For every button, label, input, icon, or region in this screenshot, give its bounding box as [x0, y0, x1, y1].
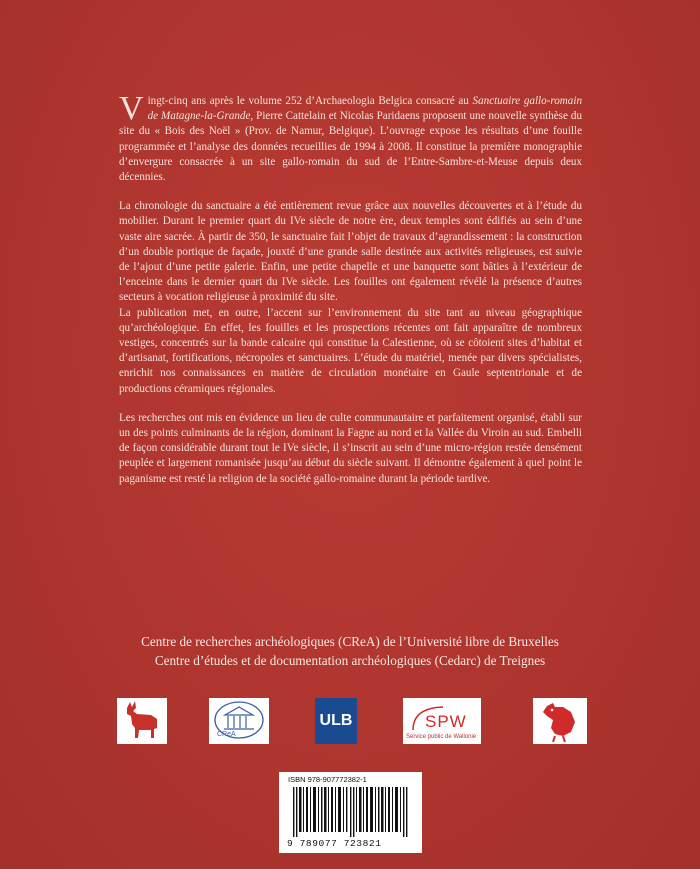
blurb-text [119, 90, 582, 501]
paragraph-4: Les recherches ont mis en évidence un lieu de culte communautaire et parfaitement organisé, établi sur un des points culminants de la région, dominant la Fagne au nord et la Vallée du Viroin au sud. Embelli de façon considérable durant tout le IVe siècle, il s’inscrit au sein d’une micro-région restée densément peuplée et largement romanisée jusqu’au début du siècle suivant. Il démontre également à quel point le paganisme est resté la religion de la société gallo-romaine durant la période tardive. [119, 411, 582, 485]
paragraph-1-start: ingt-cinq ans après le volume 252 d’Archaeologia Belgica consacré au [147, 95, 473, 107]
paragraph-3: La publication met, en outre, l’accent sur l’environnement du site tant au niveau géographique qu’archéologique. En effet, les fouilles et les prospections récentes ont fait apparaître de nombreux vestiges, concentrés sur la bande calcaire qui constitue la Calestienne, où se côtoient sites d’habitat et d’artisanat, fortifications, nécropoles et sanctuaires. L’étude du matériel, menée par divers spécialistes, enrichit nos connaissances en matière de circulation monétaire en Gaule septentrionale et de productions céramiques régionales. [119, 306, 582, 395]
spw-logo-caption: Service public de Wallonie [406, 734, 477, 740]
paragraph-1 [119, 90, 582, 185]
barcode-icon [293, 787, 411, 837]
paragraph-1-title: Sanctuaire gallo-romain de Matagne-la-Grande [147, 95, 582, 123]
spw-logo [403, 698, 481, 744]
credit-line-cedarc: Centre d’études et de documentation archéologiques (Cedarc) de Treignes [154, 653, 546, 668]
deer-icon [117, 698, 167, 744]
logo-strip [117, 698, 587, 744]
rooster-icon [533, 698, 587, 744]
crea-logo [209, 698, 269, 744]
isbn-barcode-box [279, 772, 422, 853]
paragraph-1-rest: , Pierre Cattelain et Nicolas Paridaens proposent une nouvelle synthèse du site du « Bois des Noël » (Prov. de Namur, Belgique). L’ouvrage expose les résultats d’une fouille programmée et l’analyse des données recueillies de 1994 à 2008. Il constitue la première monographie d’envergure consacrée à un site gallo-romain du sud de l’Entre-Sambre-et-Meuse depuis deux décennies. [119, 110, 582, 184]
deer-logo [117, 698, 167, 744]
paragraph-2: La chronologie du sanctuaire a été entièrement revue grâce aux nouvelles découvertes et à l’étude du mobilier. Durant le premier quart du IVe siècle de notre ère, deux temples sont édifiés au sein d’une vaste aire sacrée. À partir de 350, le sanctuaire fait l’objet de travaux d’agrandissement : la construction d’un double portique de façade, jouxté d’une grande salle destinée aux activités religieuses, est suivie de l’ajout d’une petite galerie. Enfin, une petite chapelle et une banquette sont bâties à l’extérieur de l’enceinte dans le dernier quart du IVe siècle. Les fouilles ont également révélé la présence d’autres secteurs à vocation religieuse à proximité du site. [119, 200, 582, 304]
isbn-digits: 9 789077 723821 [287, 838, 382, 849]
credit-line-crea: Centre de recherches archéologiques (CReA) de l’Université libre de Bruxelles [141, 634, 559, 649]
drop-cap: V [119, 90, 144, 127]
wallonie-rooster-logo [533, 698, 587, 744]
institution-credits [0, 632, 700, 670]
isbn-label: ISBN 978-907772382-1 [288, 775, 367, 784]
crea-logo-text: CReA [217, 731, 236, 738]
ulb-logo: ULB [315, 698, 357, 744]
spw-logo-text: SPW [425, 712, 467, 731]
